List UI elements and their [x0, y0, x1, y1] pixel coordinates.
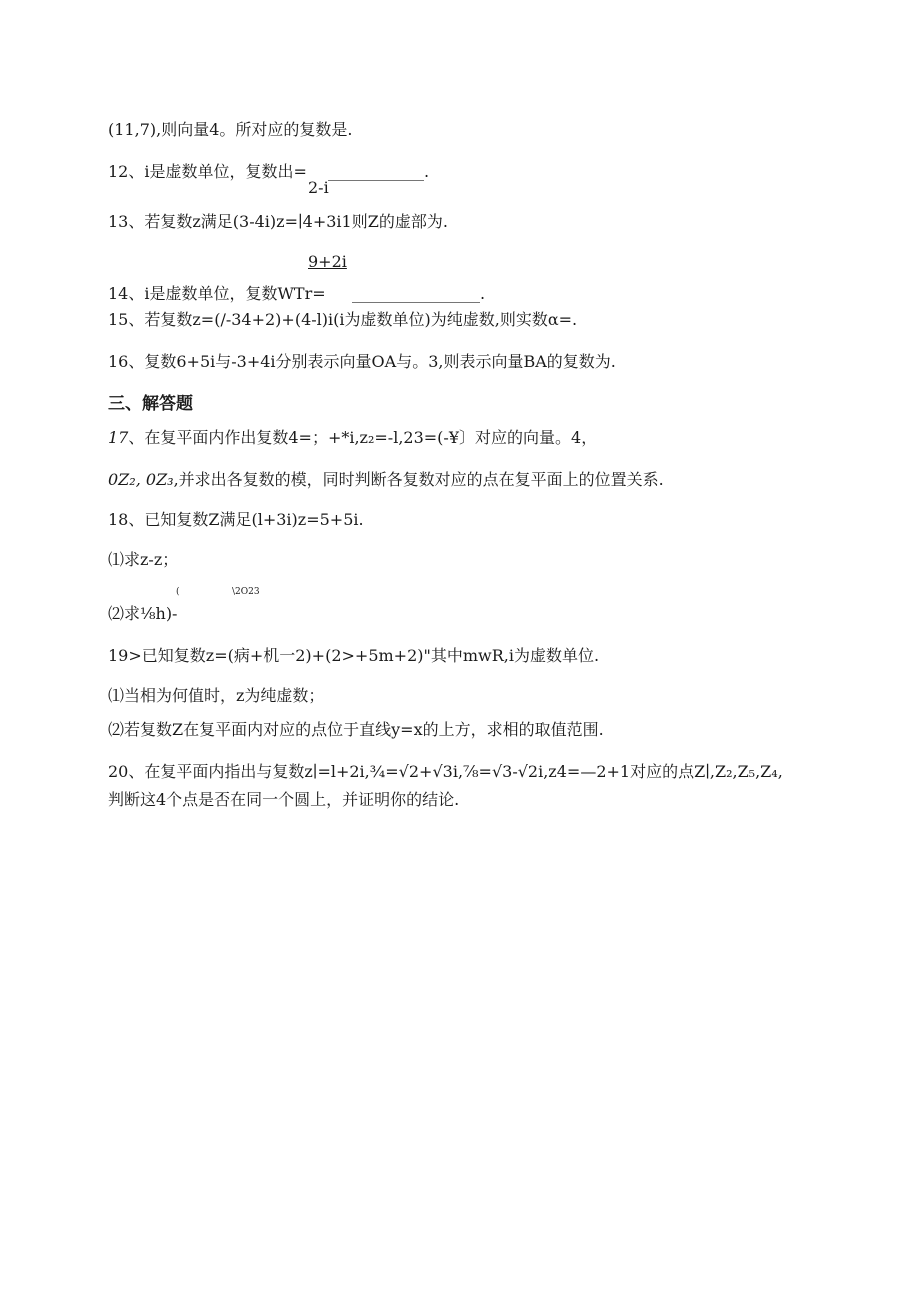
question-15: 15、若复数z=(∕-34+2)+(4-l)i(i为虚数单位)为纯虚数,则实数α=. [108, 310, 578, 329]
question-18-part2: ⑵求⅛h)- [108, 604, 178, 623]
section-heading-answers: 三、解答题 [108, 394, 193, 414]
question-14-blank: ________________. [352, 284, 486, 303]
question-18-part1: ⑴求z-z； [108, 550, 179, 569]
question-17-text-2: ,并求出各复数的模，同时判断各复数对应的点在复平面上的位置关系. [173, 470, 664, 489]
question-18-superscript-left: ( [176, 587, 180, 597]
question-19: 19>已知复数z=(病+机一2)+(2>+5m+2)"其中mwR,i为虚数单位. [108, 646, 600, 665]
question-18-superscript-right: \2O23 [232, 587, 260, 597]
question-17-line1 [108, 428, 597, 448]
question-12: 12、i是虚数单位，复数出= [108, 162, 307, 181]
question-13: 13、若复数z满足(3-4i)z=∣4+3i1则Z的虚部为. [108, 212, 448, 231]
question-14: 14、i是虚数单位，复数WTr= [108, 284, 326, 303]
question-11-tail: (11,7),则向量4。所对应的复数是. [108, 120, 353, 139]
question-12-denominator: 2-i [308, 178, 329, 197]
question-19-part1: ⑴当相为何值时，z为纯虚数； [108, 686, 325, 705]
question-16: 16、复数6+5i与-3+4i分别表示向量OA与。3,则表示向量BA的复数为. [108, 352, 616, 371]
question-12-blank: ____________. [328, 162, 430, 181]
question-17-text: 、在复平面内作出复数4=；+*i,z₂=-l,23=(-¥〕对应的向量。4， [128, 428, 598, 447]
question-17-line2 [108, 470, 664, 490]
question-17-vectors: 0Z₂, 0Z₃ [108, 470, 174, 489]
question-19-part2: ⑵若复数Z在复平面内对应的点位于直线y=x的上方，求相的取值范围. [108, 720, 604, 739]
question-20-line1: 20、在复平面内指出与复数z∣=l+2i,¾=√2+√3i,⅞=√3-√2i,z4=—2+1对应的点Z∣,Z₂,Z₅,Z₄, [108, 762, 783, 781]
question-20-line2: 判断这4个点是否在同一个圆上，并证明你的结论. [108, 790, 460, 809]
question-17-number: 17 [108, 428, 129, 447]
question-18: 18、已知复数Z满足(l+3i)z=5+5i. [108, 510, 364, 529]
question-14-numerator: 9+2i [308, 252, 347, 271]
